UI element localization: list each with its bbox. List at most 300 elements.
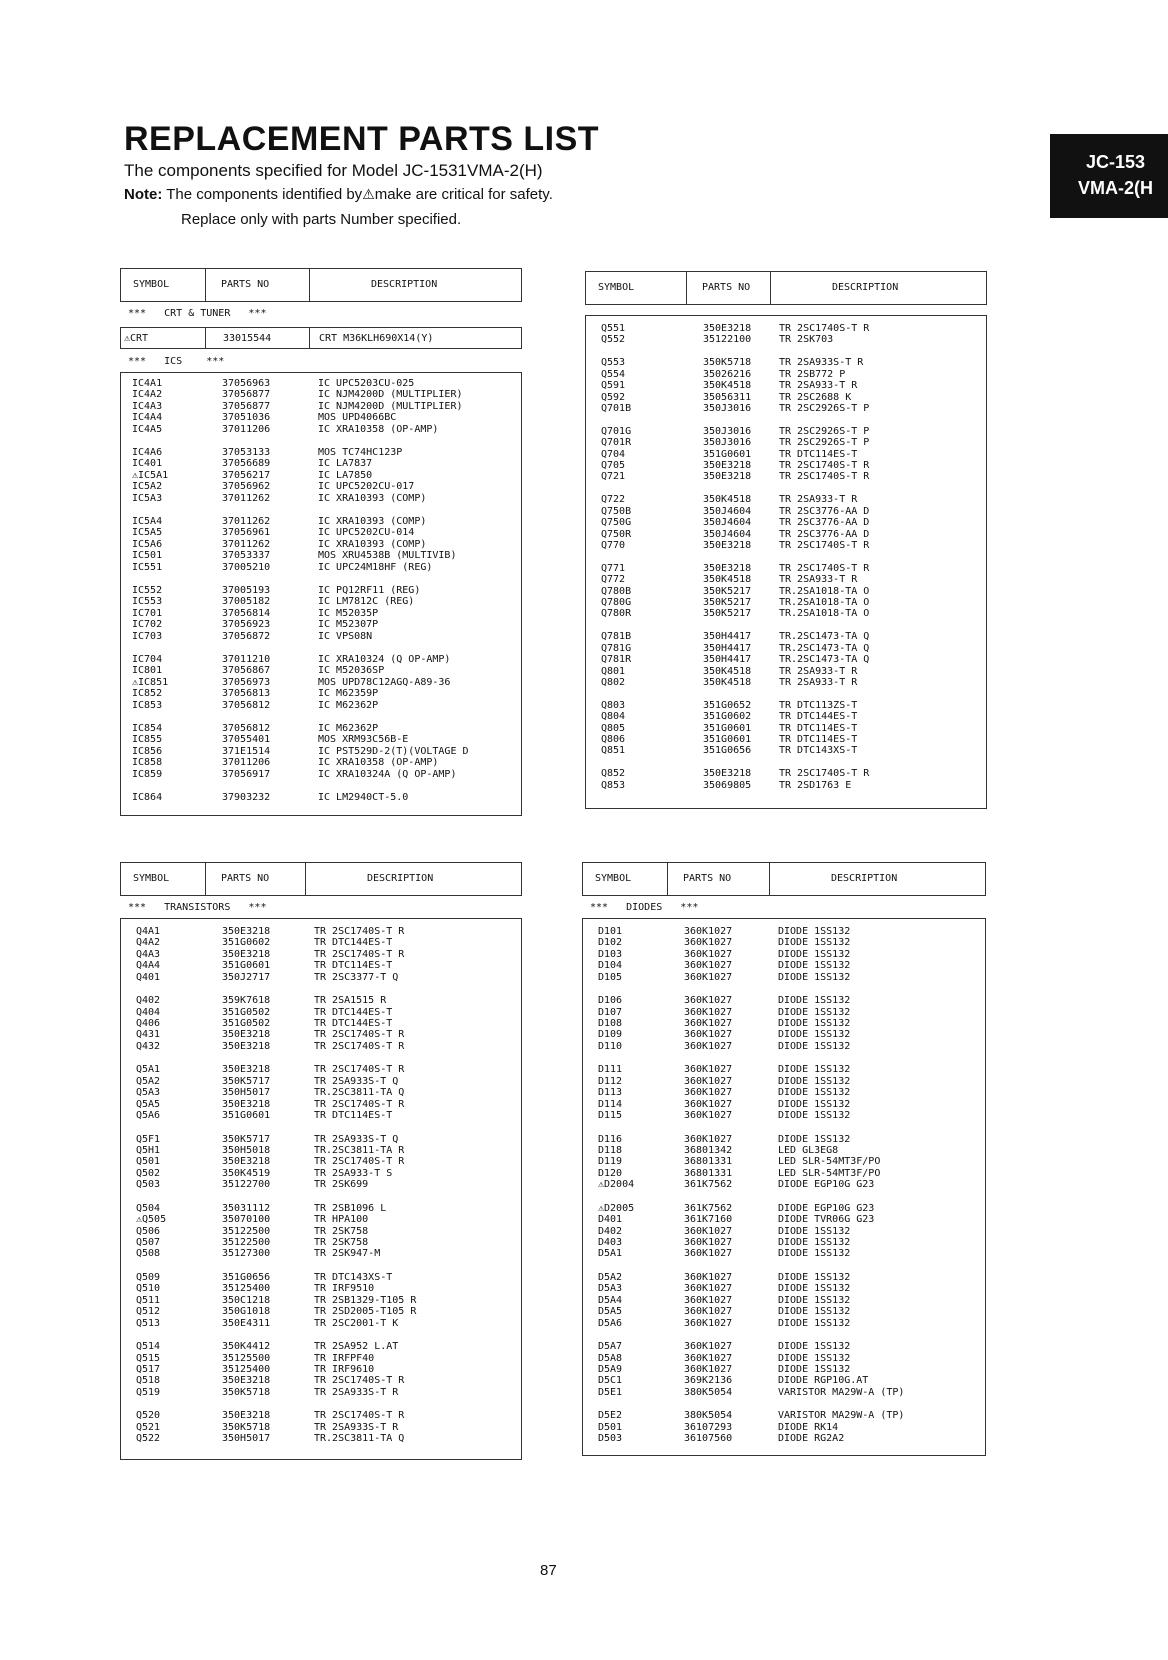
model-subtitle: The components specified for Model JC-1531VMA-2(H) xyxy=(124,161,543,180)
row-symbol: Q851 xyxy=(601,745,626,757)
row-parts-no: 351G0602 xyxy=(703,711,752,723)
table-row xyxy=(582,1179,986,1190)
row-description: IC XRA10358 (OP-AMP) xyxy=(318,757,439,769)
table-row xyxy=(582,937,986,948)
table-row xyxy=(585,449,987,460)
row-parts-no: 359K7618 xyxy=(222,995,271,1007)
row-description: DIODE 1SS132 xyxy=(778,1018,851,1029)
row-parts-no: 360K1027 xyxy=(684,1341,733,1353)
table-row xyxy=(120,424,522,435)
row-symbol: D107 xyxy=(598,1006,623,1018)
row-symbol: IC552 xyxy=(132,585,163,596)
row-description: TR 2SC3776-AA D xyxy=(779,528,870,540)
row-description: TR 2SC1740S-T R xyxy=(779,323,870,334)
row-parts-no: 360K1027 xyxy=(684,1317,733,1329)
row-description: IC LA7850 xyxy=(318,469,373,481)
row-parts-no: 351G0601 xyxy=(703,722,752,734)
row-symbol: D104 xyxy=(598,960,623,972)
table-row xyxy=(585,357,987,368)
table-row xyxy=(120,1029,522,1040)
row-parts-no: 350J3016 xyxy=(703,402,752,414)
row-description: TR 2SA933S-T R xyxy=(314,1386,399,1398)
table-row xyxy=(120,972,522,983)
row-description: TR.2SC1473-TA Q xyxy=(779,654,870,666)
column-divider xyxy=(305,863,306,895)
table-row xyxy=(120,378,522,389)
row-parts-no: 350K4518 xyxy=(703,494,752,506)
row-parts-no: 37056813 xyxy=(222,688,271,700)
table-row xyxy=(120,562,522,573)
row-parts-no: 350K4518 xyxy=(703,380,752,392)
column-divider xyxy=(770,272,771,304)
row-symbol: Q404 xyxy=(136,1006,161,1018)
table-row xyxy=(585,654,987,665)
row-symbol: Q432 xyxy=(136,1040,161,1052)
row-parts-no: 35031112 xyxy=(222,1202,271,1214)
row-description: IC M52036SP xyxy=(318,665,385,677)
row-symbol: IC856 xyxy=(132,745,163,757)
row-symbol: Q503 xyxy=(136,1179,161,1191)
row-parts-no: 35122100 xyxy=(703,334,752,346)
row-description: DIODE 1SS132 xyxy=(778,995,851,1007)
row-symbol: Q4A4 xyxy=(136,960,161,972)
table-row xyxy=(120,1375,522,1386)
safety-note-line2: Replace only with parts Number specified. xyxy=(181,211,462,228)
row-parts-no: 350H5017 xyxy=(222,1087,271,1099)
row-description: TR 2SK947-M xyxy=(314,1248,381,1260)
row-description: TR 2SK758 xyxy=(314,1237,369,1248)
row-symbol: D5A7 xyxy=(598,1341,623,1353)
table-row xyxy=(585,574,987,585)
row-parts-no: 350J3016 xyxy=(703,437,752,449)
parts-table-transistors-2 xyxy=(585,271,987,809)
row-symbol: Q780G xyxy=(601,597,632,608)
table-row xyxy=(120,550,522,561)
table-row xyxy=(582,1318,986,1329)
row-description: DIODE 1SS132 xyxy=(778,1029,851,1041)
row-description: TR 2SA952 L.AT xyxy=(314,1341,399,1353)
table-row xyxy=(582,1029,986,1040)
row-symbol: IC4A6 xyxy=(132,447,163,458)
safety-note xyxy=(124,186,553,203)
row-parts-no: 350E3218 xyxy=(703,323,752,334)
table-row xyxy=(585,403,987,414)
table-row xyxy=(120,1099,522,1110)
row-description: DIODE 1SS132 xyxy=(778,1087,851,1099)
row-description: TR 2SC1740S-T R xyxy=(314,1040,405,1052)
row-symbol: D103 xyxy=(598,948,623,960)
row-symbol: Q551 xyxy=(601,323,626,334)
row-description: TR DTC114ES-T xyxy=(314,1110,393,1121)
row-description: DIODE EGP10G G23 xyxy=(778,1202,875,1214)
table-row xyxy=(120,723,522,734)
table-row xyxy=(120,1064,522,1075)
row-description: DIODE 1SS132 xyxy=(778,1272,851,1283)
table-row xyxy=(120,527,522,538)
row-description: VARISTOR MA29W-A (TP) xyxy=(778,1410,905,1422)
row-parts-no: 369K2136 xyxy=(684,1375,733,1387)
row-parts-no: 351G0652 xyxy=(703,699,752,711)
table-row xyxy=(120,516,522,527)
row-description: TR 2SB1096 L xyxy=(314,1202,387,1214)
table-row xyxy=(120,1110,522,1121)
row-parts-no: 37903232 xyxy=(222,792,271,803)
table-row xyxy=(120,1318,522,1329)
row-symbol: D116 xyxy=(598,1133,623,1145)
row-parts-no: 350H5017 xyxy=(222,1433,271,1445)
row-parts-no: 350E3218 xyxy=(222,1040,271,1052)
row-symbol: ⚠IC851 xyxy=(132,676,169,688)
row-symbol: IC5A4 xyxy=(132,516,163,527)
row-description: IC LA7837 xyxy=(318,458,373,470)
row-description: TR 2SD2005-T105 R xyxy=(314,1306,417,1318)
row-description: IC XRA10324A (Q OP-AMP) xyxy=(318,768,457,780)
table-row xyxy=(582,1076,986,1087)
row-description: TR 2SC1740S-T R xyxy=(314,1064,405,1076)
row-description: TR 2SC2001-T K xyxy=(314,1317,399,1329)
row-description: TR 2SK703 xyxy=(779,334,834,346)
row-description: IC LM7812C (REG) xyxy=(318,596,415,608)
row-parts-no: 350E3218 xyxy=(222,1064,271,1076)
row-description: IC XRA10358 (OP-AMP) xyxy=(318,423,439,435)
table-header xyxy=(585,271,987,305)
row-symbol: D109 xyxy=(598,1029,623,1041)
row-parts-no: 37056689 xyxy=(222,458,271,470)
row-parts-no: 360K1027 xyxy=(684,1225,733,1237)
table-row xyxy=(120,1237,522,1248)
table-row xyxy=(120,596,522,607)
row-parts-no: 360K1027 xyxy=(684,960,733,972)
row-symbol: Q513 xyxy=(136,1317,161,1329)
row-symbol: D5A3 xyxy=(598,1283,623,1295)
table-row xyxy=(582,1295,986,1306)
row-description: TR 2SC2688 K xyxy=(779,391,852,403)
row-symbol: Q771 xyxy=(601,562,626,574)
row-symbol: Q552 xyxy=(601,334,626,346)
row-parts-no: 37053337 xyxy=(222,550,271,562)
side-tab xyxy=(1050,134,1168,218)
row-description: TR 2SA933-T S xyxy=(314,1167,393,1179)
row-description: IC LM2940CT-5.0 xyxy=(318,792,409,803)
row-symbol: Q705 xyxy=(601,460,626,471)
row-symbol: Q518 xyxy=(136,1375,161,1387)
row-symbol: IC852 xyxy=(132,688,163,700)
row-symbol: D5A4 xyxy=(598,1294,623,1306)
row-parts-no: 37011206 xyxy=(222,423,271,435)
row-description: TR DTC143XS-T xyxy=(779,745,858,757)
row-symbol: Q701B xyxy=(601,402,632,414)
row-symbol: D119 xyxy=(598,1156,623,1168)
row-symbol: IC4A2 xyxy=(132,389,163,401)
row-description: TR 2SA933S-T R xyxy=(314,1421,399,1433)
row-parts-no: 35122700 xyxy=(222,1179,271,1191)
row-parts-no: 360K1027 xyxy=(684,1075,733,1087)
table-row xyxy=(120,1076,522,1087)
row-description: TR 2SC1740S-T R xyxy=(779,539,870,551)
row-symbol: Q522 xyxy=(136,1433,161,1445)
row-parts-no: 36801331 xyxy=(684,1156,733,1168)
row-symbol: Q509 xyxy=(136,1272,161,1283)
row-description: TR DTC144ES-T xyxy=(314,937,393,949)
row-symbol: Q802 xyxy=(601,676,626,688)
row-symbol: D5E1 xyxy=(598,1386,623,1398)
table-row xyxy=(585,745,987,756)
row-description: DIODE EGP10G G23 xyxy=(778,1179,875,1191)
row-description: DIODE 1SS132 xyxy=(778,1306,851,1318)
row-description: TR 2SK758 xyxy=(314,1225,369,1237)
table-row xyxy=(582,1134,986,1145)
row-parts-no: 360K1027 xyxy=(684,1352,733,1364)
row-parts-no: 37056812 xyxy=(222,723,271,734)
table-row xyxy=(585,711,987,722)
row-parts-no: 350J2717 xyxy=(222,971,271,983)
section-transistors: *** TRANSISTORS *** xyxy=(128,902,267,913)
row-symbol: D114 xyxy=(598,1098,623,1110)
row-symbol: IC501 xyxy=(132,550,163,562)
row-parts-no: 35125400 xyxy=(222,1364,271,1375)
column-symbol: SYMBOL xyxy=(133,873,170,884)
row-parts-no: 37056217 xyxy=(222,469,271,481)
row-symbol: Q5H1 xyxy=(136,1145,161,1156)
row-parts-no: 37011210 xyxy=(222,654,271,665)
row-symbol: Q511 xyxy=(136,1294,161,1306)
row-parts-no: 361K7160 xyxy=(684,1214,733,1226)
row-parts-no: 350H4417 xyxy=(703,654,752,666)
row-description: MOS TC74HC123P xyxy=(318,447,403,458)
table-row xyxy=(585,700,987,711)
row-parts-no: 37011262 xyxy=(222,516,271,527)
row-description: DIODE 1SS132 xyxy=(778,1098,851,1110)
row-symbol: D402 xyxy=(598,1225,623,1237)
table-row xyxy=(582,1156,986,1167)
row-description: TR.2SC3811-TA Q xyxy=(314,1433,405,1445)
table-row xyxy=(120,1214,522,1225)
warning-triangle-icon: ⚠ xyxy=(362,186,375,202)
table-row xyxy=(120,1203,522,1214)
row-symbol: Q521 xyxy=(136,1421,161,1433)
row-parts-no: 350C1218 xyxy=(222,1294,271,1306)
row-symbol: IC704 xyxy=(132,654,163,665)
row-parts-no: 350E3218 xyxy=(222,1156,271,1168)
table-row xyxy=(582,1041,986,1052)
table-row xyxy=(120,1156,522,1167)
row-parts-no: 350E4311 xyxy=(222,1317,271,1329)
table-row xyxy=(120,1248,522,1259)
row-symbol: D5A8 xyxy=(598,1352,623,1364)
row-symbol: Q852 xyxy=(601,768,626,780)
table-header xyxy=(120,862,522,896)
table-row xyxy=(582,1364,986,1375)
row-description: DIODE RGP10G.AT xyxy=(778,1375,869,1387)
row-symbol: IC702 xyxy=(132,619,163,631)
row-description: TR DTC114ES-T xyxy=(314,960,393,972)
table-row xyxy=(120,470,522,481)
row-symbol: D5A9 xyxy=(598,1364,623,1375)
row-symbol: Q512 xyxy=(136,1306,161,1318)
table-row xyxy=(582,1099,986,1110)
table-row xyxy=(120,412,522,423)
row-description: DIODE 1SS132 xyxy=(778,1075,851,1087)
row-parts-no: 37005210 xyxy=(222,561,271,573)
row-symbol: IC5A5 xyxy=(132,527,163,539)
row-symbol: Q5F1 xyxy=(136,1133,161,1145)
row-parts-no: 37056961 xyxy=(222,527,271,539)
table-row xyxy=(120,401,522,412)
row-symbol: Q780B xyxy=(601,585,632,597)
row-symbol: ⚠D2005 xyxy=(598,1202,635,1214)
row-description: IC NJM4200D (MULTIPLIER) xyxy=(318,400,463,412)
row-parts-no: 360K1027 xyxy=(684,1110,733,1121)
table-row xyxy=(585,631,987,642)
row-symbol: IC4A1 xyxy=(132,378,163,389)
table-row xyxy=(120,481,522,492)
table-row xyxy=(582,949,986,960)
row-symbol: Q750B xyxy=(601,505,632,517)
row-parts-no: 360K1027 xyxy=(684,1006,733,1018)
row-parts-no: 360K1027 xyxy=(684,995,733,1007)
row-symbol: D5A1 xyxy=(598,1248,623,1260)
crt-row xyxy=(120,327,522,349)
row-parts-no: 360K1027 xyxy=(684,1294,733,1306)
row-parts-no: 360K1027 xyxy=(684,1133,733,1145)
row-description: TR 2SC3377-T Q xyxy=(314,971,399,983)
row-symbol: Q5A6 xyxy=(136,1110,161,1121)
table-row xyxy=(582,1248,986,1259)
table-row xyxy=(120,734,522,745)
row-description: DIODE 1SS132 xyxy=(778,937,851,949)
table-row xyxy=(582,1387,986,1398)
section-diodes: *** DIODES *** xyxy=(590,902,699,913)
row-description: DIODE 1SS132 xyxy=(778,1040,851,1052)
row-parts-no: 350K4519 xyxy=(222,1167,271,1179)
table-row xyxy=(582,960,986,971)
table-row xyxy=(120,1341,522,1352)
row-symbol: IC859 xyxy=(132,768,163,780)
row-symbol: D111 xyxy=(598,1064,623,1076)
table-row xyxy=(585,586,987,597)
row-symbol: Q4A2 xyxy=(136,937,161,949)
row-parts-no: 360K1027 xyxy=(684,948,733,960)
row-symbol: Q514 xyxy=(136,1341,161,1353)
row-symbol: Q803 xyxy=(601,699,626,711)
row-symbol: D113 xyxy=(598,1087,623,1099)
table-row xyxy=(120,700,522,711)
row-symbol: Q5A1 xyxy=(136,1064,161,1076)
row-parts-no: 351G0601 xyxy=(703,734,752,745)
table-row xyxy=(120,1283,522,1294)
row-symbol: Q853 xyxy=(601,779,626,791)
table-row xyxy=(582,1272,986,1283)
table-row xyxy=(585,392,987,403)
table-row xyxy=(120,1306,522,1317)
parts-table-ics xyxy=(120,268,522,816)
row-description: IC PQ12RF11 (REG) xyxy=(318,585,421,596)
note-text-b: make are critical for safety. xyxy=(374,186,553,203)
row-parts-no: 37056877 xyxy=(222,400,271,412)
table-row xyxy=(120,1179,522,1190)
row-parts-no: 36107293 xyxy=(684,1421,733,1433)
row-symbol: IC701 xyxy=(132,607,163,619)
row-symbol: D5C1 xyxy=(598,1375,623,1387)
row-parts-no: 36107560 xyxy=(684,1433,733,1445)
row-symbol: IC4A3 xyxy=(132,400,163,412)
row-symbol: D108 xyxy=(598,1018,623,1029)
row-symbol: Q722 xyxy=(601,494,626,506)
table-row xyxy=(582,1110,986,1121)
row-description: IC M62362P xyxy=(318,723,379,734)
row-parts-no: 360K1027 xyxy=(684,1237,733,1248)
row-symbol: IC858 xyxy=(132,757,163,769)
row-description: DIODE 1SS132 xyxy=(778,948,851,960)
row-symbol: Q750G xyxy=(601,517,632,529)
row-description: TR 2SC1740S-T R xyxy=(314,1098,405,1110)
table-row xyxy=(585,334,987,345)
row-description: TR IRFPF40 xyxy=(314,1352,375,1364)
row-symbol: Q805 xyxy=(601,722,626,734)
table-row xyxy=(120,677,522,688)
table-row xyxy=(585,380,987,391)
row-parts-no: 35122500 xyxy=(222,1225,271,1237)
row-description: TR 2SK699 xyxy=(314,1179,369,1191)
row-symbol: Q704 xyxy=(601,448,626,460)
row-symbol: Q515 xyxy=(136,1352,161,1364)
row-symbol: IC703 xyxy=(132,630,163,642)
row-symbol: ⚠CRT xyxy=(124,333,149,344)
row-parts-no: 33015544 xyxy=(223,333,272,344)
row-parts-no: 350H4417 xyxy=(703,642,752,654)
row-symbol: Q508 xyxy=(136,1248,161,1260)
row-parts-no: 360K1027 xyxy=(684,1248,733,1260)
table-row xyxy=(120,792,522,803)
row-description: TR 2SB772 P xyxy=(779,368,846,380)
row-description: TR 2SC1740S-T R xyxy=(314,948,405,960)
row-symbol: Q780R xyxy=(601,608,632,620)
row-description: TR 2SA1515 R xyxy=(314,995,387,1007)
table-header xyxy=(120,268,522,302)
row-parts-no: 35122500 xyxy=(222,1237,271,1248)
row-symbol: Q520 xyxy=(136,1410,161,1422)
row-symbol: D102 xyxy=(598,937,623,949)
row-parts-no: 35056311 xyxy=(703,391,752,403)
row-description: IC XRA10393 (COMP) xyxy=(318,538,427,550)
row-symbol: IC553 xyxy=(132,596,163,608)
row-description: TR 2SA933-T R xyxy=(779,665,858,677)
table-row xyxy=(585,768,987,779)
row-symbol: Q781R xyxy=(601,654,632,666)
row-description: DIODE 1SS132 xyxy=(778,1364,851,1375)
row-description: TR.2SA1018-TA O xyxy=(779,597,870,608)
column-divider xyxy=(686,272,687,304)
row-description: TR 2SC1740S-T R xyxy=(779,768,870,780)
row-symbol: Q591 xyxy=(601,380,626,392)
row-parts-no: 35127300 xyxy=(222,1248,271,1260)
row-parts-no: 350E3218 xyxy=(703,471,752,483)
row-description: IC XRA10324 (Q OP-AMP) xyxy=(318,654,451,665)
table-row xyxy=(585,597,987,608)
row-parts-no: 351G0656 xyxy=(222,1272,271,1283)
row-description: TR DTC144ES-T xyxy=(314,1018,393,1029)
row-parts-no: 350K4518 xyxy=(703,676,752,688)
row-symbol: IC855 xyxy=(132,734,163,746)
row-description: TR.2SC1473-TA Q xyxy=(779,642,870,654)
table-row xyxy=(120,1433,522,1444)
table-row xyxy=(120,769,522,780)
row-parts-no: 37056814 xyxy=(222,607,271,619)
row-description: TR DTC143XS-T xyxy=(314,1272,393,1283)
row-description: DIODE 1SS132 xyxy=(778,1248,851,1260)
row-parts-no: 350E3218 xyxy=(703,539,752,551)
row-description: MOS XRM93C56B-E xyxy=(318,734,409,746)
